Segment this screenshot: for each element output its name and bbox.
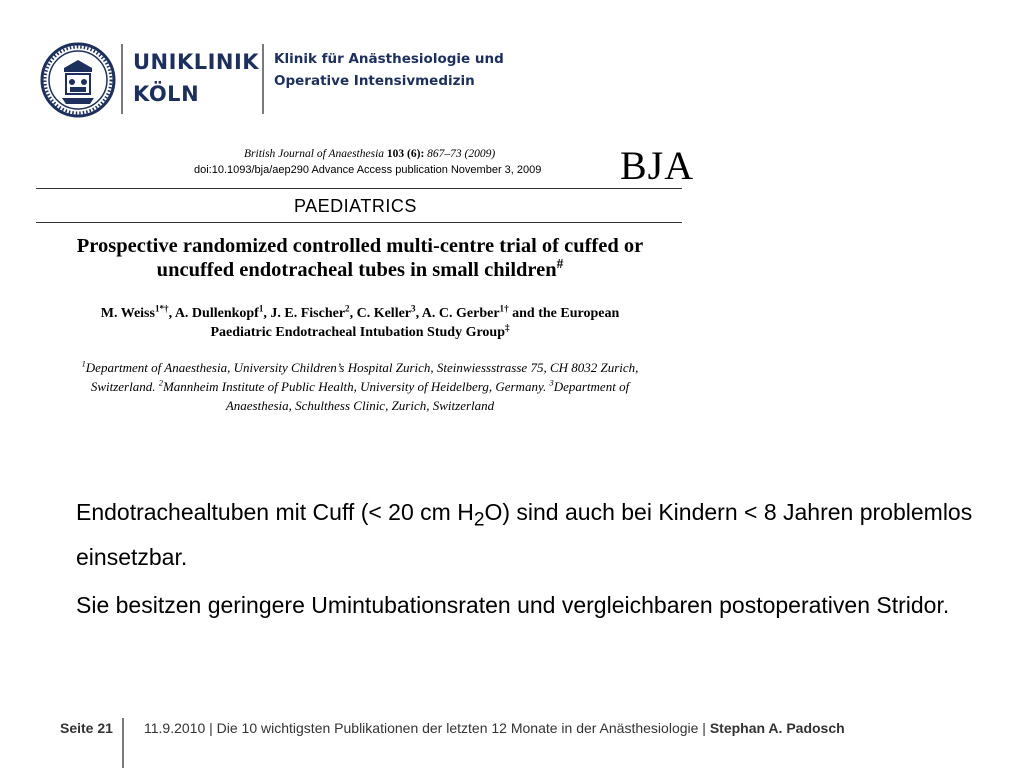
header-divider-right: [262, 44, 264, 114]
footer-divider: [122, 718, 124, 768]
slide-body: [76, 494, 976, 635]
paper-title: Prospective randomized controlled multi-centre trial of cuffed or uncuffed endotracheal tubes in small children#: [76, 235, 644, 281]
rule-top: [36, 188, 682, 189]
journal-logo: BJA: [620, 143, 695, 188]
header-divider-left: [121, 44, 123, 114]
rule-bottom: [36, 222, 682, 223]
clinic-name: Klinik für Anästhesiologie und Operative Intensivmedizin: [274, 51, 504, 89]
paper-excerpt: [36, 142, 695, 418]
body-paragraph-1: Endotrachealtuben mit Cuff (< 20 cm $H_2O$) sind auch bei Kindern < 8 Jahren problemlos einsetzbar.: [76, 499, 973, 570]
paper-affiliations: $^1$Department of Anaesthesia, University Children’s Hospital Zurich, Steinwiessstrasse 75, CH 8032 Zurich, Switzerland. $^2$Mannheim Institute of Public Health, University of Heidelberg, Germany. $^3$Department of Anaesthesia, Schulthess Clinic, Zurich, Switzerland: [81, 358, 639, 413]
doi-line: doi:10.1093/bja/aep290 Advance Access publication November 3, 2009: [194, 164, 542, 176]
university-name: UNIKLINIK KÖLN: [133, 50, 260, 106]
footer-text: 11.9.2010 | Die 10 wichtigsten Publikationen der letzten 12 Monate in der Anästhesiologie | Stephan A. Padosch: [144, 720, 845, 736]
body-paragraph-2: Sie besitzen geringere Umintubationsraten und vergleichbaren postoperativen Stridor.: [76, 591, 950, 618]
university-seal-icon: [40, 42, 116, 118]
page-number: Seite 21: [60, 720, 113, 736]
paper-section: PAEDIATRICS: [294, 196, 417, 216]
journal-citation: British Journal of Anaesthesia 103 (6): 867–73 (2009): [244, 148, 496, 160]
paper-authors: M. Weiss$^{1*\dagger}$, A. Dullenkopf$^1$, J. E. Fischer$^2$, C. Keller$^3$, A. C. Gerber$^{1\dagger}$ and the European Paediatric Endotracheal Intubation Study Group‡: [100, 303, 620, 340]
